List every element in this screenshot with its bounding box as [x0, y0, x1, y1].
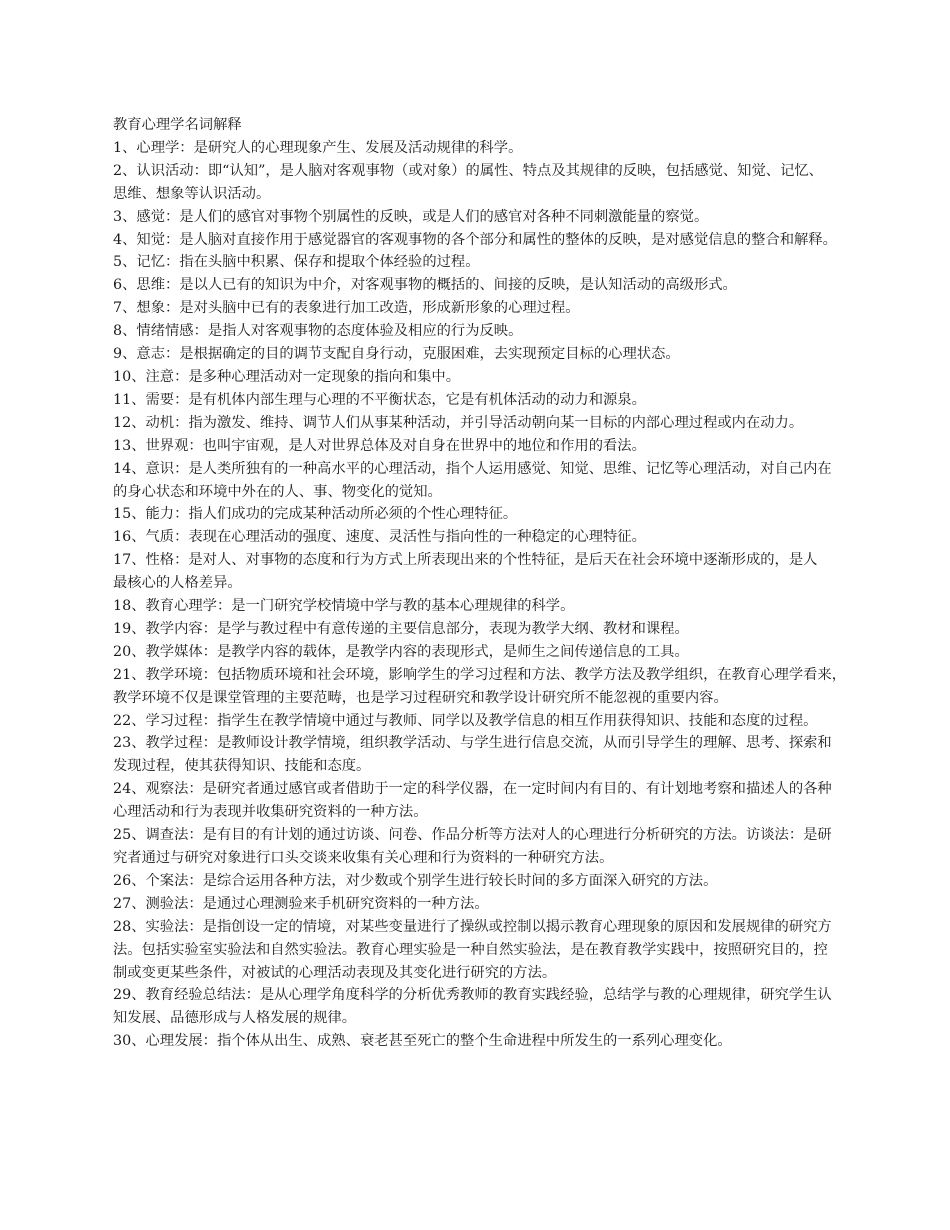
- term-definition-line: 法。包括实验室实验法和自然实验法。教育心理实验是一种自然实验法，是在教育教学实践中，按照研究目的，控: [113, 941, 828, 958]
- term-definition-item: [113, 458, 950, 504]
- term-definition-line: 10、注意：是多种心理活动对一定现象的指向和集中。: [113, 368, 461, 385]
- term-definition-item: [113, 641, 950, 664]
- term-definition-item: [113, 526, 950, 549]
- term-definition-line: 心理活动和行为表现并收集研究资料的一种方法。: [113, 804, 428, 821]
- term-definition-line: 17、性格：是对人、对事物的态度和行为方式上所表现出来的个性特征，是后天在社会环境中逐渐形成的，是人: [113, 552, 818, 569]
- term-definition-line: 7、想象：是对头脑中已有的表象进行加工改造，形成新形象的心理过程。: [113, 300, 580, 317]
- term-definition-item: [113, 206, 950, 229]
- term-definition-item: [113, 664, 950, 710]
- term-definition-item: [113, 412, 950, 435]
- term-definition-item: [113, 297, 950, 320]
- term-definition-line: 8、情绪情感：是指人对客观事物的态度体验及相应的行为反映。: [113, 323, 523, 340]
- term-definition-item: [113, 710, 950, 733]
- term-definition-line: 16、气质：表现在心理活动的强度、速度、灵活性与指向性的一种稳定的心理特征。: [113, 529, 646, 546]
- term-definition-line: 25、调查法：是有目的有计划的通过访谈、问卷、作品分析等方法对人的心理进行分析研究的方法。访谈法：是研: [113, 827, 832, 844]
- term-definition-line: 28、实验法：是指创设一定的情境，对某些变量进行了操纵或控制以揭示教育心理现象的原因和发展规律的研究方: [113, 918, 832, 935]
- term-definition-item: [113, 251, 950, 274]
- term-definition-item: [113, 732, 950, 778]
- term-definition-line: 发现过程，使其获得知识、技能和态度。: [113, 758, 371, 775]
- term-definition-item: [113, 137, 950, 160]
- term-definition-line: 19、教学内容：是学与教过程中有意传递的主要信息部分，表现为教学大纲、教材和课程。: [113, 620, 689, 637]
- document-body: [113, 114, 950, 1053]
- term-definition-item: [113, 160, 950, 206]
- term-definition-item: [113, 274, 950, 297]
- term-definition-item: [113, 778, 950, 824]
- term-definition-line: 9、意志：是根据确定的目的调节支配自身行动，克服困难，去实现预定目标的心理状态。: [113, 346, 680, 363]
- term-definition-line: 29、教育经验总结法：是从心理学角度科学的分析优秀教师的教育实践经验，总结学与教的心理规律，研究学生认: [113, 987, 832, 1004]
- term-definition-item: [113, 1030, 950, 1053]
- term-definition-item: [113, 549, 950, 595]
- term-definition-line: 22、学习过程：指学生在教学情境中通过与教师、同学以及教学信息的相互作用获得知识、技能和态度的过程。: [113, 712, 818, 729]
- term-definition-line: 26、个案法：是综合运用各种方法，对少数或个别学生进行较长时间的多方面深入研究的方法。: [113, 872, 718, 889]
- term-definition-line: 6、思维：是以人已有的知识为中介，对客观事物的概括的、间接的反映，是认知活动的高级形式。: [113, 277, 737, 294]
- term-definition-line: 教学环境不仅是课堂管理的主要范畴，也是学习过程研究和教学设计研究所不能忽视的重要内容。: [113, 689, 728, 706]
- term-definition-item: [113, 389, 950, 412]
- document-title: 教育心理学名词解释: [113, 117, 242, 133]
- term-definition-item: [113, 870, 950, 893]
- term-definition-item: [113, 618, 950, 641]
- term-definition-line: 知发展、品德形成与人格发展的规律。: [113, 1010, 357, 1027]
- term-definition-line: 1、心理学：是研究人的心理现象产生、发展及活动规律的科学。: [113, 139, 523, 156]
- term-definition-line: 3、感觉：是人们的感官对事物个别属性的反映，或是人们的感官对各种不同刺激能量的察觉。: [113, 208, 709, 225]
- term-definition-list: [113, 137, 950, 1053]
- term-definition-item: [113, 893, 950, 916]
- term-definition-line: 23、教学过程：是教师设计教学情境，组织教学活动、与学生进行信息交流，从而引导学生的理解、思考、探索和: [113, 735, 832, 752]
- term-definition-line: 11、需要：是有机体内部生理与心理的不平衡状态，它是有机体活动的动力和源泉。: [113, 391, 646, 408]
- term-definition-item: [113, 343, 950, 366]
- term-definition-line: 最核心的人格差异。: [113, 575, 242, 592]
- term-definition-line: 21、教学环境：包括物质环境和社会环境，影响学生的学习过程和方法、教学方法及教学组织，在教育心理学看来，: [113, 666, 847, 683]
- term-definition-item: [113, 435, 950, 458]
- term-definition-item: [113, 366, 950, 389]
- term-definition-line: 4、知觉：是人脑对直接作用于感觉器官的客观事物的各个部分和属性的整体的反映，是对感觉信息的整合和解释。: [113, 231, 837, 248]
- term-definition-item: [113, 503, 950, 526]
- term-definition-line: 究者通过与研究对象进行口头交谈来收集有关心理和行为资料的一种研究方法。: [113, 850, 614, 866]
- term-definition-item: [113, 320, 950, 343]
- term-definition-line: 5、记忆：指在头脑中积累、保存和提取个体经验的过程。: [113, 254, 480, 271]
- term-definition-line: 20、教学媒体：是教学内容的载体，是教学内容的表现形式，是师生之间传递信息的工具。: [113, 643, 689, 660]
- term-definition-line: 12、动机：指为激发、维持、调节人们从事某种活动，并引导活动朝向某一目标的内部心理过程或内在动力。: [113, 414, 804, 431]
- term-definition-line: 的身心状态和环境中外在的人、事、物变化的觉知。: [113, 483, 442, 500]
- term-definition-line: 2、认识活动：即“认知”，是人脑对客观事物（或对象）的属性、特点及其规律的反映，包括感觉、知觉、记忆、: [113, 162, 823, 179]
- term-definition-item: [113, 916, 950, 985]
- term-definition-line: 13、世界观：也叫宇宙观，是人对世界总体及对自身在世界中的地位和作用的看法。: [113, 437, 646, 454]
- term-definition-line: 制或变更某些条件，对被试的心理活动表现及其变化进行研究的方法。: [113, 964, 557, 981]
- term-definition-item: [113, 984, 950, 1030]
- term-definition-item: [113, 595, 950, 618]
- term-definition-line: 14、意识：是人类所独有的一种高水平的心理活动，指个人运用感觉、知觉、思维、记忆等心理活动，对自己内在: [113, 460, 832, 477]
- term-definition-line: 24、观察法：是研究者通过感官或者借助于一定的科学仪器，在一定时间内有目的、有计划地考察和描述人的各种: [113, 781, 832, 798]
- term-definition-line: 18、教育心理学：是一门研究学校情境中学与教的基本心理规律的科学。: [113, 598, 575, 615]
- term-definition-line: 思维、想象等认识活动。: [113, 185, 271, 202]
- term-definition-item: [113, 229, 950, 252]
- term-definition-line: 27、测验法：是通过心理测验来手机研究资料的一种方法。: [113, 895, 489, 912]
- term-definition-item: [113, 824, 950, 870]
- term-definition-line: 15、能力：指人们成功的完成某种活动所必须的个性心理特征。: [113, 506, 518, 523]
- term-definition-line: 30、心理发展：指个体从出生、成熟、衰老甚至死亡的整个生命进程中所发生的一系列心理变化。: [113, 1033, 732, 1050]
